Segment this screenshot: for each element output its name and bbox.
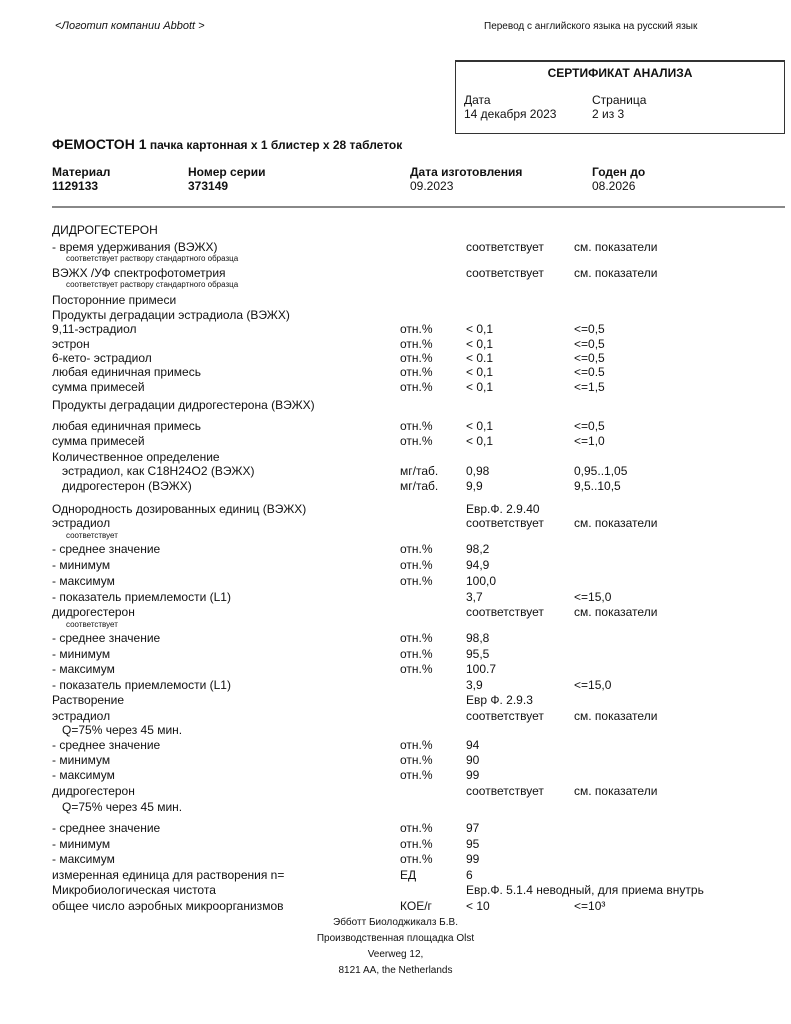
product-title [52,136,402,152]
row-result: < 0,1 [466,337,494,351]
row-result: 99 [466,768,480,782]
row-label: - среднее значение [52,821,161,835]
row-spec: <=0,5 [574,419,605,433]
row-result: соответствует [466,605,544,619]
table-row [0,678,791,692]
certificate-box [455,60,785,134]
table-row [0,398,791,412]
row-result: < 0,1 [466,419,494,433]
table-row [0,723,791,737]
series-block [188,165,265,193]
row-spec: см. показатели [574,784,658,798]
row-result: 6 [466,868,473,882]
row-spec: <=0,5 [574,337,605,351]
row-result: Евр Ф. 2.9.3 [466,693,533,707]
row-label: Продукты деградации дидрогестерона (ВЭЖХ) [52,398,315,412]
row-spec: <=1,5 [574,380,605,394]
row-result: соответствует [466,784,544,798]
translation-note: Перевод с английского языка на русский язык [484,21,698,32]
table-row [0,662,791,676]
page-value: 2 из 3 [592,107,625,121]
row-result: < 0,1 [466,380,494,394]
row-label: дидрогестерон [52,784,135,798]
row-result: соответствует [466,266,544,280]
row-spec: см. показатели [574,516,658,530]
row-unit: мг/таб. [400,479,439,493]
row-unit: отн.% [400,419,433,433]
row-result: 94,9 [466,558,490,572]
row-unit: отн.% [400,662,433,676]
table-row [0,450,791,464]
row-unit: отн.% [400,337,433,351]
row-spec: <=0.5 [574,365,605,379]
row-label: Микробиологическая чистота [52,883,216,897]
row-result: соответствует [466,516,544,530]
row-result: 0,98 [466,464,490,478]
row-unit: отн.% [400,351,433,365]
row-spec: см. показатели [574,605,658,619]
row-label: Однородность дозированных единиц (ВЭЖХ) [52,502,307,516]
row-unit: отн.% [400,852,433,866]
row-result: 3,7 [466,590,483,604]
row-spec: см. показатели [574,266,658,280]
header-divider [52,206,785,208]
product-name: ФЕМОСТОН 1 [52,136,147,152]
row-label: соответствует [66,531,118,540]
row-unit: отн.% [400,574,433,588]
mfg-value: 09.2023 [410,179,454,193]
table-row [0,709,791,723]
table-row [0,542,791,556]
footer-street: Veerweg 12, [367,949,424,960]
table-row [0,837,791,851]
row-label: любая единичная примесь [52,365,201,379]
row-result: 95,5 [466,647,490,661]
series-value: 373149 [188,179,229,193]
row-unit: отн.% [400,821,433,835]
row-unit: отн.% [400,434,433,448]
row-spec: <=1,0 [574,434,605,448]
table-row [0,266,791,280]
row-unit: отн.% [400,380,433,394]
row-label: общее число аэробных микроорганизмов [52,899,284,913]
row-unit: отн.% [400,322,433,336]
row-label: Q=75% через 45 мин. [62,723,183,737]
material-block [52,165,110,193]
table-row [0,693,791,707]
row-result: Евр.Ф. 5.1.4 неводный, для приема внутрь [466,883,704,897]
row-label: эстрадиол [52,516,111,530]
table-row [0,899,791,913]
row-result: 90 [466,753,480,767]
table-row [0,574,791,588]
row-spec: <=15,0 [574,590,612,604]
table-row [0,223,791,237]
row-label: соответствует раствору стандартного образца [66,280,239,289]
row-spec: <=15,0 [574,678,612,692]
row-label: - минимум [52,647,111,661]
table-row [0,502,791,516]
row-result: 9,9 [466,479,483,493]
footer-company: Эбботт Биолоджикалз Б.В. [333,917,458,928]
row-result: 99 [466,852,480,866]
table-row [0,753,791,767]
series-label: Номер серии [188,165,266,179]
material-label: Материал [52,165,111,179]
row-label: 6-кето- эстрадиол [52,351,152,365]
row-label: эстрон [52,337,90,351]
company-logo-placeholder: <Логотип компании Abbott > [55,20,205,32]
table-row [0,647,791,661]
row-spec: 9,5..10,5 [574,479,621,493]
row-unit: отн.% [400,647,433,661]
row-label: дидрогестерон [52,605,135,619]
row-result: Евр.Ф. 2.9.40 [466,502,540,516]
row-result: 100.7 [466,662,497,676]
row-label: - минимум [52,837,111,851]
table-row [0,852,791,866]
certificate-title: СЕРТИФИКАТ АНАЛИЗА [547,66,693,80]
row-spec: <=10³ [574,899,606,913]
table-row [0,240,791,254]
row-label: - максимум [52,662,115,676]
table-row [0,800,791,814]
table-row [0,337,791,351]
table-row [0,590,791,604]
footer-address [0,915,791,979]
row-label: дидрогестерон (ВЭЖХ) [62,479,192,493]
row-unit: отн.% [400,542,433,556]
row-label: любая единичная примесь [52,419,201,433]
table-row [0,419,791,433]
expiry-value: 08.2026 [592,179,636,193]
row-result: < 0,1 [466,322,494,336]
row-unit: отн.% [400,768,433,782]
table-row [0,479,791,493]
row-result: < 0.1 [466,351,494,365]
row-label: сумма примесей [52,434,145,448]
row-unit: отн.% [400,753,433,767]
row-label: эстрадиол, как C18H24O2 (ВЭЖХ) [62,464,255,478]
row-spec: см. показатели [574,709,658,723]
material-value: 1129133 [52,179,99,193]
row-label: соответствует раствору стандартного образца [66,254,239,263]
row-spec: 0,95..1,05 [574,464,628,478]
table-row [0,293,791,307]
row-label: - показатель приемлемости (L1) [52,678,231,692]
row-unit: отн.% [400,837,433,851]
expiry-block [592,165,645,193]
row-result: < 0,1 [466,434,494,448]
row-unit: отн.% [400,738,433,752]
expiry-label: Годен до [592,165,646,179]
table-row [0,605,791,619]
table-row [0,738,791,752]
table-row [0,868,791,882]
row-result: 94 [466,738,480,752]
footer-city: 8121 AA, the Netherlands [338,965,453,976]
product-pack: пачка картонная х 1 блистер х 28 таблеток [149,138,403,152]
row-label: Q=75% через 45 мин. [62,800,183,814]
table-row [0,558,791,572]
row-label: - среднее значение [52,738,161,752]
row-unit: ЕД [400,868,417,882]
row-label: - максимум [52,768,115,782]
row-unit: отн.% [400,631,433,645]
row-label: соответствует [66,620,118,629]
row-spec: <=0,5 [574,322,605,336]
row-result: 98,2 [466,542,490,556]
row-result: 3,9 [466,678,483,692]
table-row [0,821,791,835]
mfg-block [410,165,522,193]
table-row [0,631,791,645]
row-result: 100,0 [466,574,497,588]
row-unit: КОЕ/г [400,899,432,913]
footer-site: Производственная площадка Olst [316,933,475,944]
table-row [0,516,791,530]
table-row [0,308,791,322]
row-label: ВЭЖХ /УФ спектрофотометрия [52,266,226,280]
row-label: - минимум [52,753,111,767]
table-row [0,351,791,365]
row-unit: мг/таб. [400,464,439,478]
row-result: соответствует [466,709,544,723]
row-label: Посторонние примеси [52,293,177,307]
table-row [0,768,791,782]
mfg-label: Дата изготовления [410,165,523,179]
row-label: Продукты деградации эстрадиола (ВЭЖХ) [52,308,290,322]
table-row [0,322,791,336]
row-result: < 0,1 [466,365,494,379]
table-row [0,434,791,448]
row-label: - показатель приемлемости (L1) [52,590,231,604]
table-row [0,784,791,798]
table-row [0,883,791,897]
row-label: - время удерживания (ВЭЖХ) [52,240,218,254]
row-result: соответствует [466,240,544,254]
row-result: 98,8 [466,631,490,645]
date-label: Дата [464,93,491,107]
row-label: - максимум [52,852,115,866]
row-label: - среднее значение [52,542,161,556]
table-row [0,280,791,294]
row-label: - минимум [52,558,111,572]
table-row [0,380,791,394]
row-label: Растворение [52,693,125,707]
table-row [0,464,791,478]
row-label: эстрадиол [52,709,111,723]
row-label: 9,11-эстрадиол [52,322,137,336]
row-label: - максимум [52,574,115,588]
row-spec: см. показатели [574,240,658,254]
row-unit: отн.% [400,365,433,379]
table-row [0,365,791,379]
row-label: измеренная единица для растворения n= [52,868,285,882]
row-result: 97 [466,821,480,835]
row-spec: <=0,5 [574,351,605,365]
row-label: сумма примесей [52,380,145,394]
row-label: ДИДРОГЕСТЕРОН [52,223,158,237]
row-unit: отн.% [400,558,433,572]
date-value: 14 декабря 2023 [464,107,557,121]
page-label: Страница [592,93,647,107]
row-label: Количественное определение [52,450,220,464]
row-label: - среднее значение [52,631,161,645]
row-result: < 10 [466,899,490,913]
row-result: 95 [466,837,480,851]
